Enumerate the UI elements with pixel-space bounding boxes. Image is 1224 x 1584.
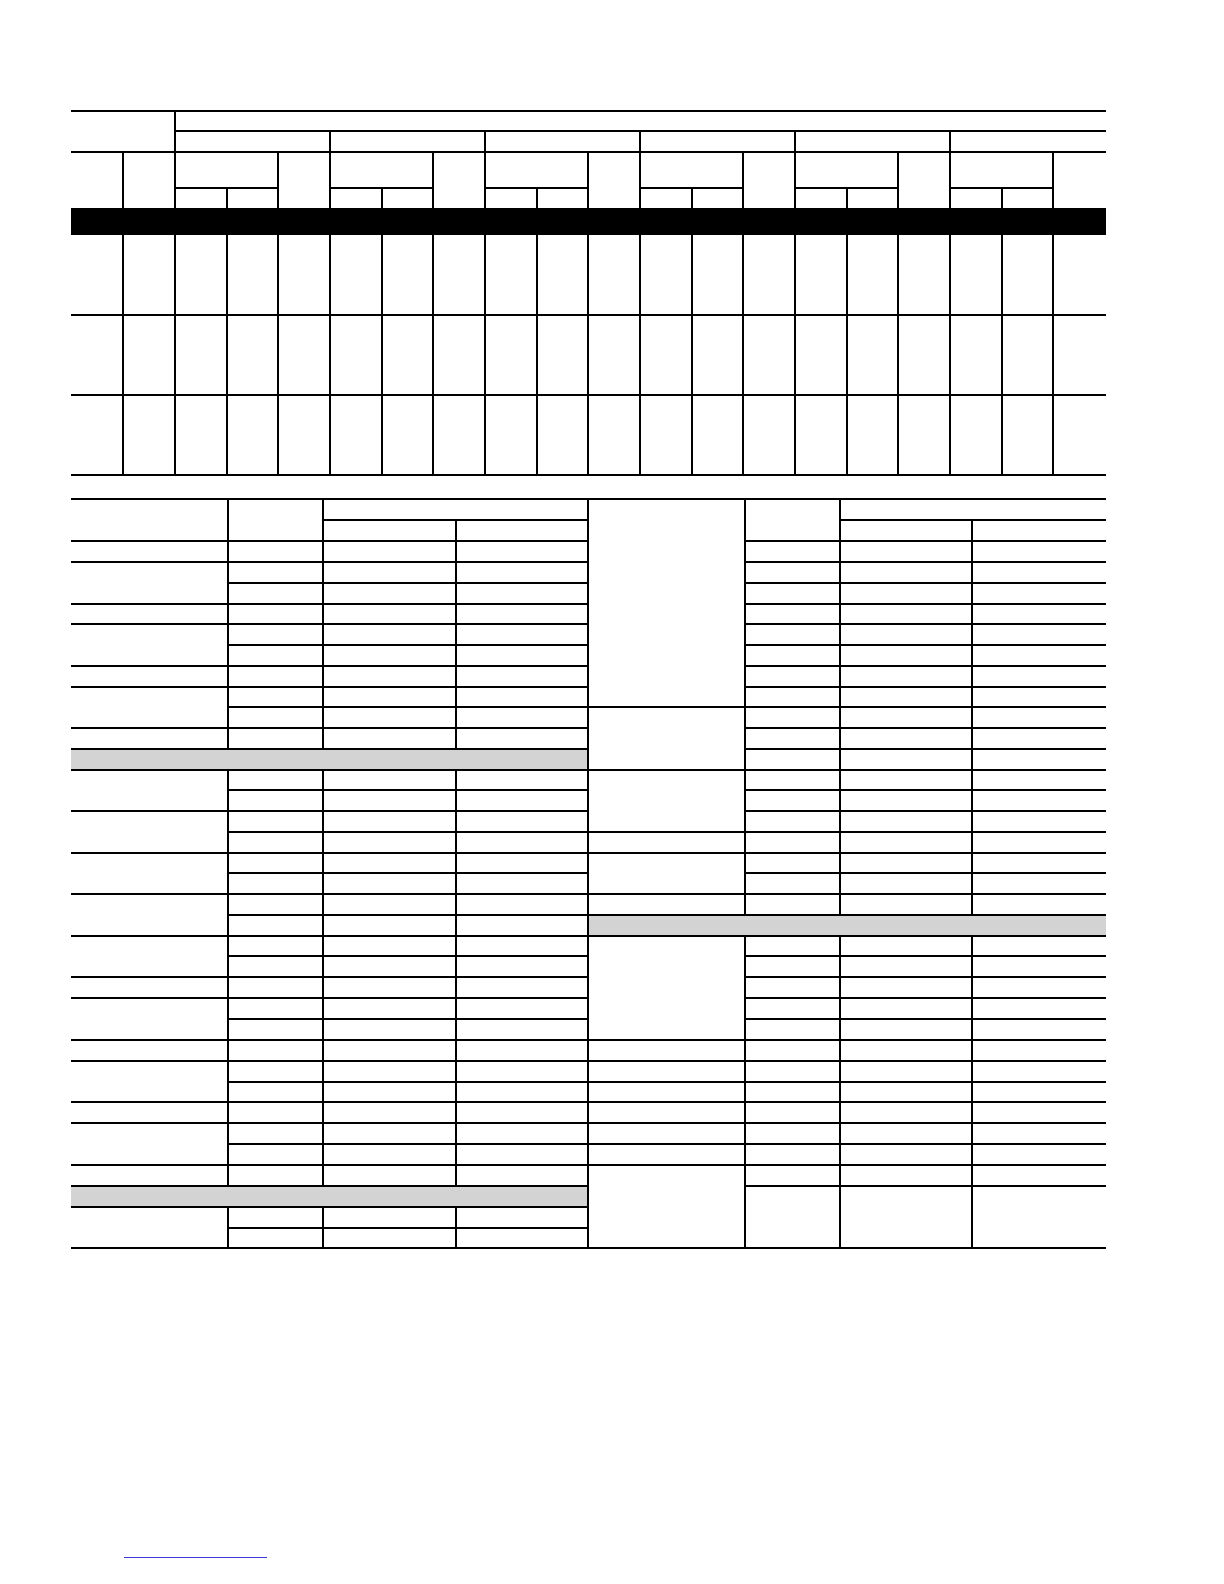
footer-link-rule[interactable] xyxy=(124,1557,267,1558)
bottom-table-right xyxy=(588,499,1106,1248)
left-section-band xyxy=(71,1186,588,1207)
left-section-band xyxy=(71,749,588,770)
top-table-black-band xyxy=(71,208,1106,235)
right-section-band xyxy=(588,915,1106,936)
top-table xyxy=(71,111,1106,475)
